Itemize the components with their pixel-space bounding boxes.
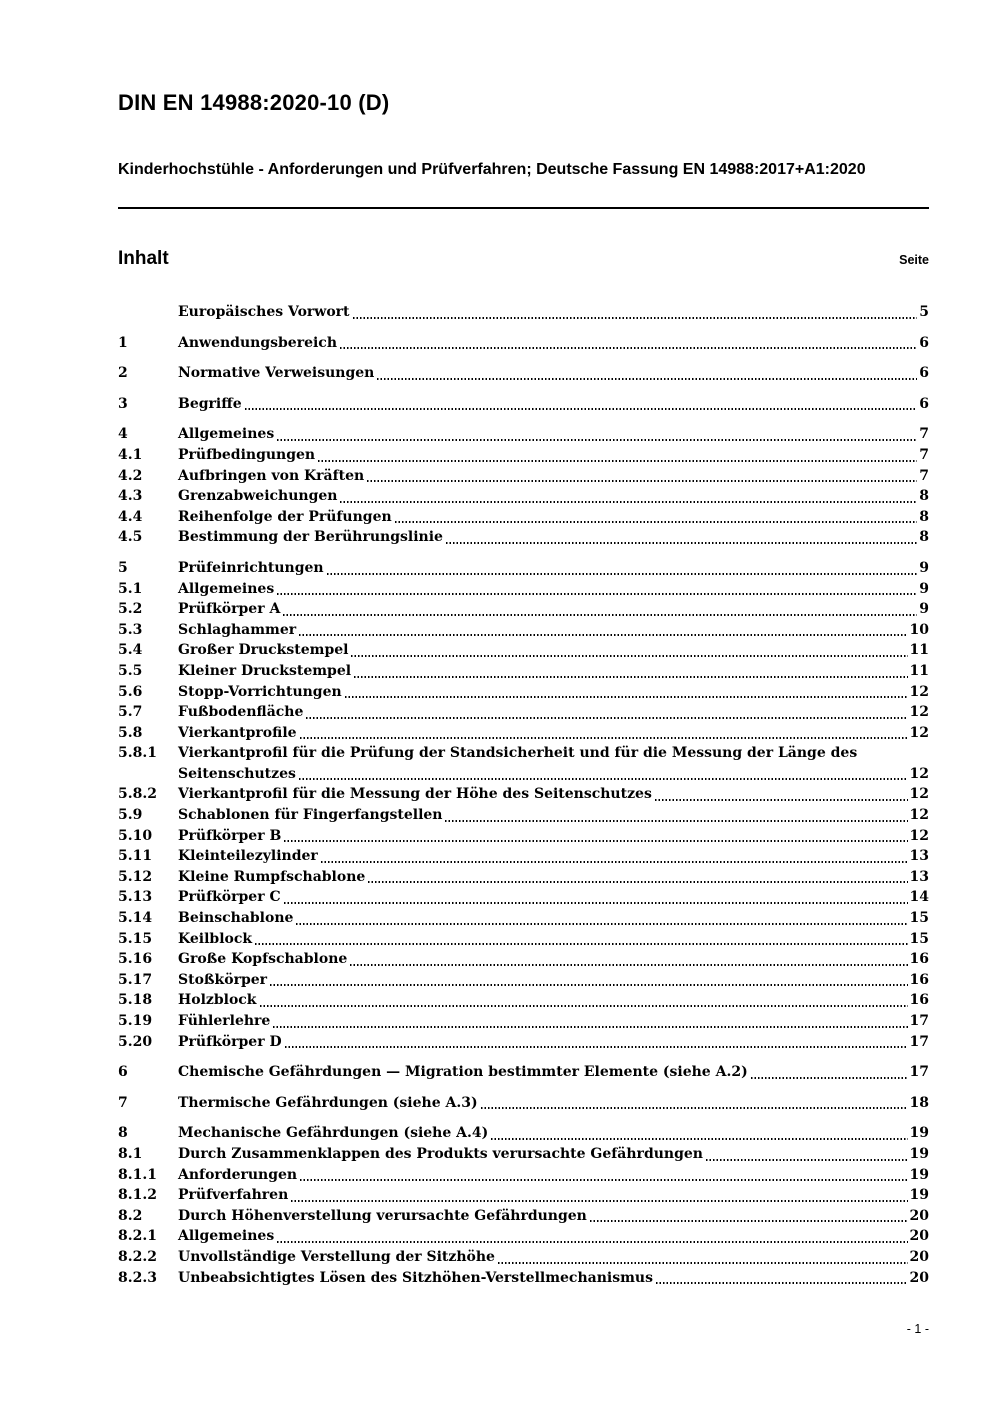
toc-entry (118, 599, 929, 620)
toc-entry (118, 333, 929, 354)
toc-entry-page: 13 (909, 848, 929, 865)
toc-entry-number: 3 (118, 395, 128, 412)
toc-entry-label: Prüfkörper C (178, 889, 281, 906)
toc-entry (118, 1062, 929, 1083)
toc-dot-leader (655, 799, 908, 801)
toc-entry (118, 805, 929, 826)
toc-entry-label: Kleinteilezylinder (178, 848, 318, 865)
document-number: DIN EN 14988:2020-10 (D) (118, 90, 390, 115)
toc-entry-number: 5.11 (118, 848, 153, 865)
toc-dot-leader (270, 984, 907, 986)
toc-entry-label: Chemische Gefährdungen — Migration bestimmter Elemente (siehe A.2) (178, 1064, 748, 1081)
toc-entry-page: 17 (909, 1013, 929, 1029)
toc-entry-number: 5.7 (118, 704, 143, 721)
toc-dot-leader (260, 1005, 908, 1007)
toc-entry-number: 8.2.3 (118, 1269, 157, 1286)
toc-entry-number: 5.14 (118, 910, 153, 927)
toc-entry-label: Begriffe (178, 395, 242, 412)
toc-entry-page: 20 (909, 1207, 929, 1224)
toc-dot-leader (446, 542, 917, 544)
toc-entry-page: 6 (919, 365, 929, 382)
toc-dot-leader (277, 439, 917, 441)
toc-dot-leader (751, 1077, 908, 1079)
toc-entry-label: Bestimmung der Berührungslinie (178, 529, 443, 546)
toc-entry (118, 1247, 929, 1268)
toc-entry (118, 445, 929, 466)
toc-entry-page: 9 (919, 601, 929, 618)
toc-entry-page: 15 (909, 910, 929, 927)
toc-entry-label: Unvollständige Verstellung der Sitzhöhe (178, 1248, 495, 1265)
toc-entry (118, 826, 929, 847)
toc-entry-page: 14 (909, 889, 929, 906)
toc-entry-page: 12 (909, 786, 929, 803)
toc-entry (118, 887, 929, 908)
toc-entry-number: 8.2 (118, 1207, 143, 1224)
toc-entry-label: Kleine Rumpfschablone (178, 868, 366, 885)
toc-entry (118, 682, 929, 703)
toc-entry-page: 15 (909, 930, 929, 947)
toc-entry-page: 13 (909, 868, 929, 885)
toc-entry-page: 12 (909, 683, 929, 700)
toc-entry-label: Allgemeines (178, 580, 275, 597)
toc-entry (118, 486, 929, 507)
toc-entry (118, 1165, 929, 1186)
toc-entry-page: 17 (909, 1033, 929, 1050)
toc-dot-leader (368, 881, 907, 883)
toc-entry-label: Prüfkörper A (178, 601, 281, 618)
toc-entry-page: 6 (919, 395, 929, 412)
toc-entry-label: Vierkantprofile (178, 724, 297, 741)
toc-entry-page: 17 (909, 1064, 929, 1081)
toc-entry-label: Holzblock (178, 992, 257, 1009)
toc-dot-leader (656, 1282, 908, 1284)
toc-entry-number: 8.1.1 (118, 1166, 157, 1183)
toc-entry (118, 302, 929, 323)
toc-entry-number: 5.8.1 (118, 745, 157, 762)
toc-entry (118, 764, 929, 785)
toc-entry (118, 784, 929, 805)
toc-entry-label: Unbeabsichtigtes Lösen des Sitzhöhen-Verstellmechanismus (178, 1269, 653, 1286)
toc-entry-page: 12 (909, 704, 929, 721)
toc-entry (118, 990, 929, 1011)
toc-entry (118, 702, 929, 723)
toc-entry-page: 8 (919, 488, 929, 505)
toc-entry (118, 1185, 929, 1206)
toc-dot-leader (277, 593, 917, 595)
toc-dot-leader (395, 521, 918, 523)
toc-entry-page: 7 (919, 446, 929, 463)
toc-entry-page: 20 (909, 1248, 929, 1265)
toc-entry-label: Stoßkörper (178, 971, 268, 988)
toc-entry (118, 579, 929, 600)
toc-entry-number: 5.1 (118, 580, 143, 597)
toc-entry (118, 846, 929, 867)
toc-entry-page: 11 (909, 642, 929, 659)
toc-entry-page: 19 (909, 1125, 929, 1142)
toc-entry-number: 1 (118, 334, 128, 351)
toc-dot-leader (340, 347, 917, 349)
toc-entry-label: Mechanische Gefährdungen (siehe A.4) (178, 1125, 489, 1142)
toc-entry (118, 908, 929, 929)
toc-entry-number: 5.13 (118, 889, 153, 906)
header-divider (118, 207, 929, 209)
toc-entry (118, 661, 929, 682)
toc-dot-leader (284, 902, 908, 904)
toc-entry (118, 929, 929, 950)
toc-entry (118, 1206, 929, 1227)
toc-entry (118, 867, 929, 888)
toc-entry-page: 16 (909, 971, 929, 988)
toc-entry (118, 466, 929, 487)
toc-entry-number: 4.3 (118, 488, 143, 505)
toc-dot-leader (299, 778, 908, 780)
toc-entry (118, 1144, 929, 1165)
toc-entry (118, 1268, 929, 1289)
toc-entry-page: 10 (909, 621, 929, 638)
toc-dot-leader (299, 634, 907, 636)
toc-entry-page: 18 (909, 1094, 929, 1111)
toc-entry-label: Schlaghammer (178, 621, 297, 638)
toc-dot-leader (283, 614, 917, 616)
toc-entry-label: Große Kopfschablone (178, 951, 348, 968)
toc-entry (118, 507, 929, 528)
toc-entry (118, 363, 929, 384)
toc-entry (118, 558, 929, 579)
toc-entry (118, 1226, 929, 1247)
toc-dot-leader (273, 1026, 907, 1028)
toc-entry-page: 7 (919, 426, 929, 443)
toc-entry-label: Großer Druckstempel (178, 642, 349, 659)
toc-entry-number: 5.12 (118, 868, 153, 885)
toc-entry (118, 424, 929, 445)
toc-dot-leader (327, 573, 918, 575)
toc-entry (118, 640, 929, 661)
toc-entry-page: 11 (909, 662, 929, 679)
toc-dot-leader (354, 676, 907, 678)
toc-entry (118, 620, 929, 641)
toc-entry-number: 8.1.2 (118, 1187, 157, 1204)
toc-dot-leader (345, 696, 908, 698)
toc-entry-number: 5.16 (118, 951, 153, 968)
toc-dot-leader (285, 1046, 908, 1048)
toc-entry-label: Normative Verweisungen (178, 365, 375, 382)
toc-dot-leader (350, 964, 907, 966)
toc-entry-page: 8 (919, 529, 929, 546)
toc-entry (118, 527, 929, 548)
toc-entry-label: Europäisches Vorwort (178, 304, 350, 320)
table-of-contents (118, 302, 929, 1288)
toc-entry-number: 8 (118, 1125, 128, 1142)
toc-entry-label: Stopp-Vorrichtungen (178, 683, 342, 700)
toc-dot-leader (491, 1138, 907, 1140)
toc-dot-leader (340, 501, 917, 503)
toc-entry (118, 394, 929, 415)
page-number: - 1 - (906, 1322, 929, 1336)
toc-dot-leader (245, 408, 918, 410)
toc-entry-page: 8 (919, 508, 929, 525)
toc-entry-number: 5.9 (118, 807, 143, 824)
toc-dot-leader (296, 923, 907, 925)
toc-entry-label: Keilblock (178, 930, 253, 947)
toc-header (118, 248, 929, 270)
toc-dot-leader (291, 1200, 907, 1202)
toc-entry-page: 16 (909, 951, 929, 968)
toc-entry-number: 5 (118, 559, 128, 576)
toc-entry-number: 5.15 (118, 930, 153, 947)
toc-dot-leader (306, 717, 907, 719)
toc-dot-leader (284, 840, 907, 842)
toc-entry-label: Anwendungsbereich (178, 334, 337, 351)
toc-entry-label: Grenzabweichungen (178, 488, 338, 505)
toc-entry-number: 6 (118, 1064, 128, 1081)
document-title: Kinderhochstühle - Anforderungen und Prüfverfahren; Deutsche Fassung EN 14988:2017+A1:2020 (118, 161, 866, 178)
toc-entry-label: Allgemeines (178, 426, 275, 443)
toc-entry-page: 6 (919, 334, 929, 351)
toc-dot-leader (481, 1107, 908, 1109)
toc-entry-number: 8.1 (118, 1145, 143, 1162)
toc-dot-leader (353, 317, 918, 319)
toc-dot-leader (498, 1262, 908, 1264)
toc-dot-leader (255, 943, 907, 945)
toc-entry-number: 8.2.1 (118, 1228, 157, 1245)
toc-entry-page: 9 (919, 559, 929, 576)
toc-entry (118, 1093, 929, 1114)
toc-entry-number: 5.2 (118, 601, 143, 618)
toc-entry (118, 949, 929, 970)
toc-entry-page: 20 (909, 1228, 929, 1245)
toc-entry-label: Fühlerlehre (178, 1013, 271, 1029)
toc-entry-label: Thermische Gefährdungen (siehe A.3) (178, 1094, 478, 1111)
toc-entry-number: 5.20 (118, 1033, 153, 1050)
toc-entry (118, 723, 929, 744)
toc-entry-label: Allgemeines (178, 1228, 275, 1245)
toc-entry-number: 5.3 (118, 621, 143, 638)
toc-entry-number: 5.8.2 (118, 786, 157, 803)
toc-entry-number: 4.5 (118, 529, 143, 546)
toc-entry-label: Vierkantprofil für die Messung der Höhe des Seitenschutzes (178, 786, 652, 803)
toc-entry-label: Durch Höhenverstellung verursachte Gefährdungen (178, 1207, 587, 1224)
toc-entry-label: Reihenfolge der Prüfungen (178, 508, 392, 525)
toc-entry-page: 12 (909, 765, 929, 782)
toc-entry-number: 7 (118, 1094, 128, 1111)
toc-dot-leader (706, 1159, 908, 1161)
toc-entry (118, 1011, 929, 1032)
toc-entry-number: 4.1 (118, 446, 143, 463)
toc-entry (118, 1032, 929, 1053)
toc-entry-label: Prüfverfahren (178, 1187, 289, 1204)
toc-dot-leader (445, 820, 907, 822)
toc-dot-leader (318, 460, 917, 462)
toc-heading: Inhalt (118, 248, 169, 269)
toc-dot-leader (321, 861, 908, 863)
toc-entry-page: 19 (909, 1187, 929, 1204)
toc-page-column-label: Seite (899, 253, 929, 267)
toc-entry-label: Anforderungen (178, 1166, 298, 1183)
toc-entry-number: 5.8 (118, 724, 143, 741)
toc-entry-label: Seitenschutzes (178, 765, 296, 782)
toc-entry-page: 12 (909, 827, 929, 844)
toc-dot-leader (367, 480, 917, 482)
toc-entry-page: 9 (919, 580, 929, 597)
toc-dot-leader (377, 378, 917, 380)
toc-entry-number: 4.4 (118, 508, 143, 525)
toc-entry-label: Prüfbedingungen (178, 446, 316, 463)
toc-dot-leader (300, 1179, 907, 1181)
toc-entry-label: Aufbringen von Kräften (178, 467, 365, 484)
toc-entry-page: 19 (909, 1145, 929, 1162)
toc-dot-leader (300, 737, 908, 739)
toc-entry-page: 20 (909, 1269, 929, 1286)
toc-entry (118, 1123, 929, 1144)
toc-entry-label: Kleiner Druckstempel (178, 662, 352, 679)
toc-entry (118, 743, 929, 764)
toc-entry-label: Prüfkörper B (178, 827, 282, 844)
toc-entry-label: Fußbodenfläche (178, 704, 304, 721)
toc-dot-leader (590, 1220, 908, 1222)
toc-dot-leader (351, 655, 907, 657)
toc-entry-label: Beinschablone (178, 910, 294, 927)
toc-entry-page: 19 (909, 1166, 929, 1183)
toc-entry-page: 12 (909, 807, 929, 824)
toc-entry-page: 16 (909, 992, 929, 1009)
toc-entry-number: 5.6 (118, 683, 143, 700)
toc-dot-leader (277, 1241, 907, 1243)
toc-entry (118, 970, 929, 991)
toc-entry-label: Vierkantprofil für die Prüfung der Standsicherheit und für die Messung der Länge des (178, 745, 858, 762)
toc-entry-number: 5.4 (118, 642, 143, 659)
toc-entry-number: 5.5 (118, 662, 143, 679)
toc-entry-label: Prüfkörper D (178, 1033, 282, 1050)
toc-entry-page: 5 (919, 304, 929, 320)
toc-entry-number: 4.2 (118, 467, 143, 484)
toc-entry-page: 12 (909, 724, 929, 741)
toc-entry-number: 2 (118, 365, 128, 382)
toc-entry-number: 5.10 (118, 827, 153, 844)
toc-entry-number: 5.19 (118, 1013, 153, 1029)
toc-entry-label: Durch Zusammenklappen des Produkts verursachte Gefährdungen (178, 1145, 703, 1162)
toc-entry-page: 7 (919, 467, 929, 484)
toc-entry-label: Prüfeinrichtungen (178, 559, 324, 576)
toc-entry-number: 5.17 (118, 971, 153, 988)
toc-entry-number: 5.18 (118, 992, 153, 1009)
toc-entry-label: Schablonen für Fingerfangstellen (178, 807, 443, 824)
toc-entry-number: 4 (118, 426, 128, 443)
toc-entry-number: 8.2.2 (118, 1248, 157, 1265)
